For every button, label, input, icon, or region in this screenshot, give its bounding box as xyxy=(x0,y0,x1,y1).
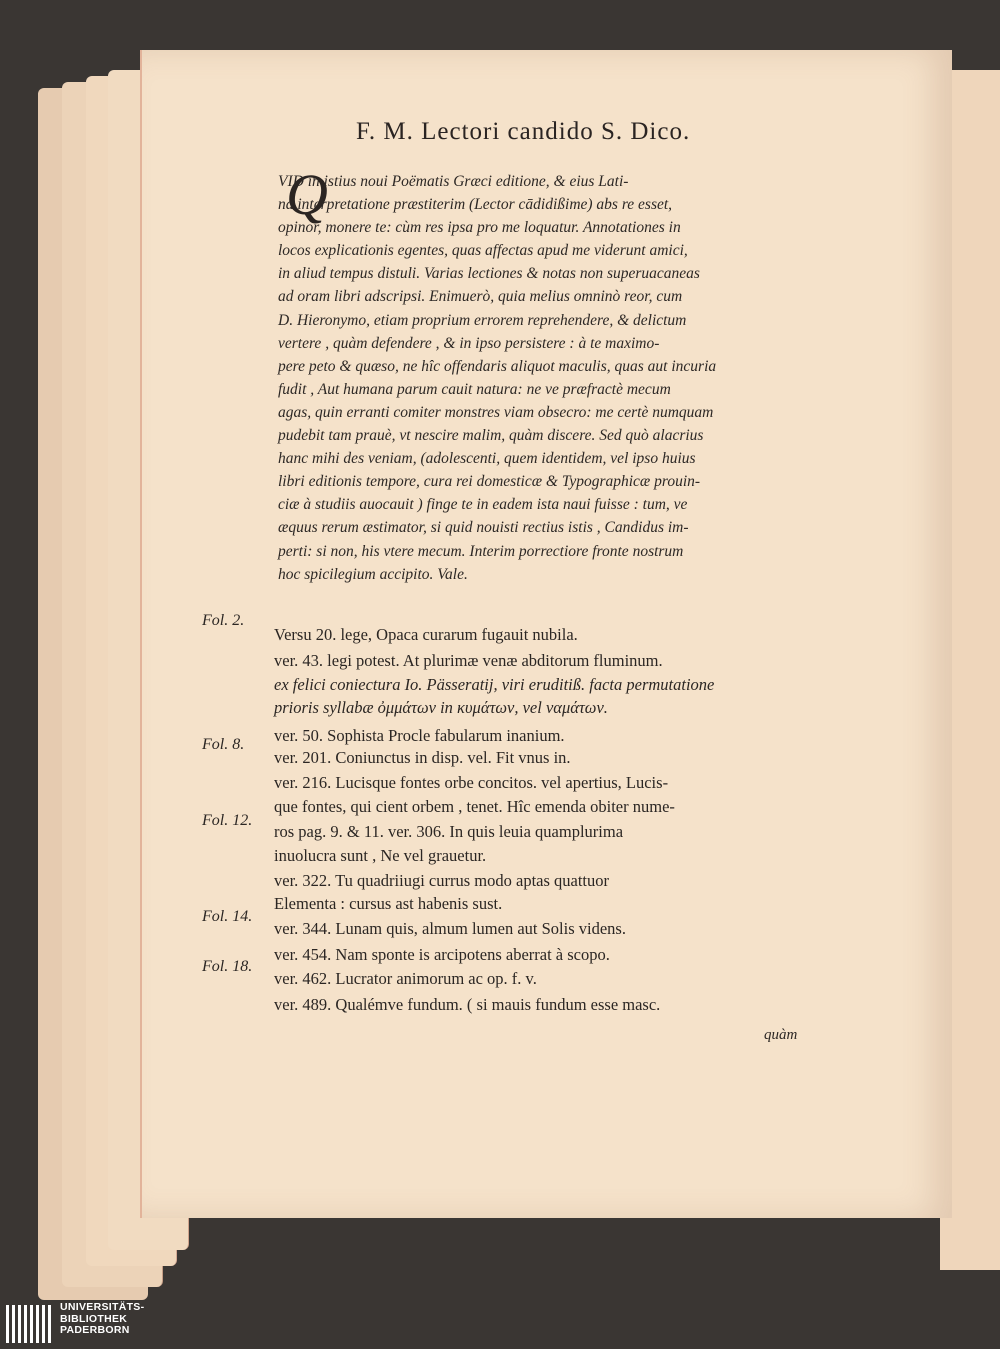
note-line: que fontes, qui cient orbem , tenet. Hîc emenda obiter nume- xyxy=(274,797,675,816)
text-line: pere peto & quæso, ne hîc offendaris aliquot maculis, quas aut incuria xyxy=(278,357,717,375)
note-line: ex felici coniectura Io. Pässeratij, viri eruditiß. facta permutatione xyxy=(274,675,715,694)
note-line: inuolucra sunt , Ne vel grauetur. xyxy=(274,846,487,865)
note-line: ver. 50. Sophista Procle fabularum inanium. xyxy=(274,726,565,745)
folio-label: Fol. 12. xyxy=(202,812,253,829)
folio-label: Fol. 2. xyxy=(202,612,245,629)
text-line: pudebit tam prauè, vt nescire malim, quàm discere. Sed quò alacrius xyxy=(278,427,704,445)
text-line: libri editionis tempore, cura rei domesticæ & Typographicæ prouin- xyxy=(278,473,701,491)
note-line: ver. 454. Nam sponte is arcipotens aberrat à scopo. xyxy=(274,945,610,964)
note-line: ver. 489. Qualémve fundum. ( si mauis fundum esse masc. xyxy=(274,995,661,1014)
text-line: vertere , quàm defendere , & in ipso persistere : à te maximo- xyxy=(278,334,660,352)
note-line: ver. 462. Lucrator animorum ac op. f. v. xyxy=(274,969,537,988)
folio-label: Fol. 14. xyxy=(202,908,253,925)
note-line: ver. 322. Tu quadriiugi currus modo aptas quattuor xyxy=(274,871,610,890)
folio-label: Fol. 18. xyxy=(202,958,253,975)
note-line: ver. 43. legi potest. At plurimæ venæ abditorum fluminum. xyxy=(274,651,663,670)
text-line: hanc mihi des veniam, (adolescenti, quem identidem, vel ipso huius xyxy=(278,450,696,468)
text-line: fudit , Aut humana parum cauit natura: ne ve præfractè mecum xyxy=(278,380,671,398)
library-name-line: PADERBORN xyxy=(60,1324,130,1336)
text-line: locos explicationis egentes, quas affectas apud me viderunt amici, xyxy=(278,242,688,260)
library-logo-icon xyxy=(6,1305,52,1343)
folio-label: Fol. 8. xyxy=(202,736,245,753)
footer-bar xyxy=(0,1300,1000,1349)
text-line: hoc spicilegium accipito. Vale. xyxy=(278,565,468,583)
text-line: æquus rerum æstimator, si quid nouisti rectius istis , Candidus im- xyxy=(278,519,689,537)
library-name-line: UNIVERSITÄTS- xyxy=(60,1301,145,1313)
text-line: D. Hieronymo, etiam proprium errorem reprehendere, & delictum xyxy=(278,311,687,329)
library-name-line: BIBLIOTHEK xyxy=(60,1312,128,1325)
note-line: ver. 344. Lunam quis, almum lumen aut Solis videns. xyxy=(274,919,626,938)
text-line: agas, quin erranti comiter monstres viam obsecro: me certè numquam xyxy=(278,403,714,421)
text-line: ad oram libri adscripsi. Enimuerò, quia melius omninò reor, cum xyxy=(278,288,683,306)
text-line: ciæ à studiis auocauit ) finge te in eadem ista naui fuisse : tum, ve xyxy=(278,496,688,514)
text-line: in aliud tempus distuli. Varias lectiones & notas non superuacaneas xyxy=(278,265,700,283)
note-line: ver. 201. Coniunctus in disp. vel. Fit vnus in. xyxy=(274,748,571,767)
note-line: ver. 216. Lucisque fontes orbe concitos. vel apertius, Lucis- xyxy=(274,773,669,792)
text-line: opinor, monere te: cùm res ipsa pro me loquatur. Annotationes in xyxy=(278,219,681,237)
drop-capital: Q xyxy=(286,162,328,227)
text-line: VID in istius noui Poëmatis Græci editione, & eius Lati- xyxy=(278,173,629,190)
page-heading: F. M. Lectori candido S. Dico. xyxy=(356,118,691,145)
catchword: quàm xyxy=(764,1027,798,1043)
text-line: na interpretatione præstiterim (Lector cādidißime) abs re esset, xyxy=(278,196,673,214)
note-line: Elementa : cursus ast habenis sust. xyxy=(274,894,503,913)
note-line: prioris syllabæ ὀμμάτων in κυμάτων, vel ναμάτων. xyxy=(274,698,608,717)
library-name xyxy=(60,1302,144,1337)
note-line: ros pag. 9. & 11. ver. 306. In quis leuia quamplurima xyxy=(274,822,624,841)
note-line: Versu 20. lege, Opaca curarum fugauit nubila. xyxy=(274,625,578,644)
preface-text xyxy=(278,170,818,586)
text-line: perti: si non, his vtere mecum. Interim porrectiore fronte nostrum xyxy=(278,542,684,560)
